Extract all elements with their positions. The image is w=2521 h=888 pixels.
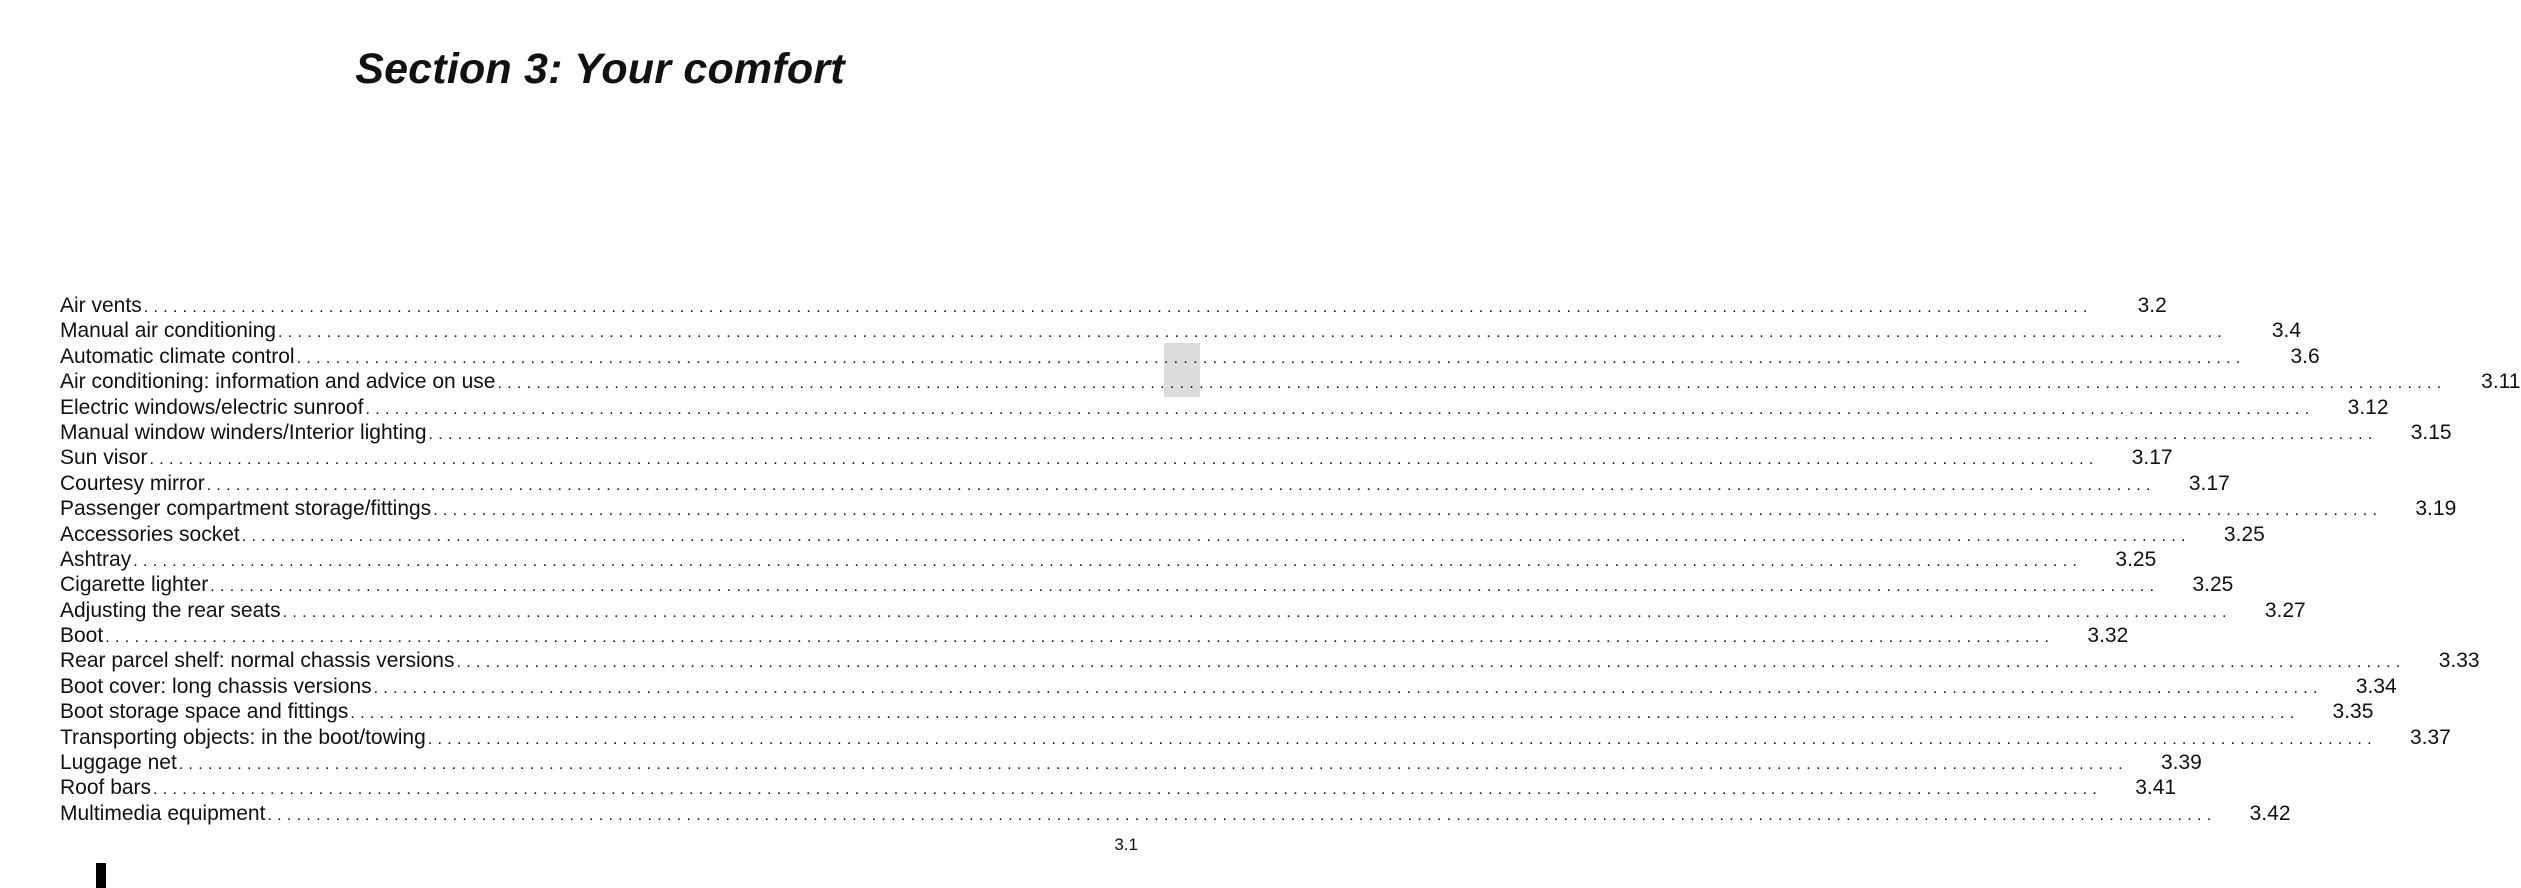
toc-entry[interactable] xyxy=(60,699,2374,724)
toc-entry-label: Luggage net xyxy=(60,751,177,775)
toc-entry[interactable] xyxy=(60,522,2265,547)
page-number: 3.1 xyxy=(1114,835,1138,854)
toc-entry[interactable] xyxy=(60,725,2451,750)
toc-entry-label: Sun visor xyxy=(60,446,148,470)
toc-entry-page: 3.11 xyxy=(2481,370,2521,394)
toc-entry-page: 3.25 xyxy=(2115,547,2157,571)
toc-leader-dots: ........................................................................................................................................................................................................ xyxy=(149,451,2099,469)
toc-entry-label: Electric windows/electric sunroof xyxy=(60,395,364,419)
toc-leader-dots: ........................................................................................................................................................................................................ xyxy=(365,400,2315,418)
toc-leader-dots: ........................................................................................................................................................................................................ xyxy=(456,654,2406,672)
toc-entry-page: 3.15 xyxy=(2410,420,2452,444)
toc-entry[interactable] xyxy=(60,801,2291,826)
toc-leader-dots: ........................................................................................................................................................................................................ xyxy=(427,730,2377,748)
toc-entry-page: 3.19 xyxy=(2415,497,2457,521)
page-title: Section 3: Your comfort xyxy=(355,44,845,93)
toc-entry-label: Ashtray xyxy=(60,547,132,571)
toc-leader-dots: ........................................................................................................................................................................................................ xyxy=(350,705,2300,723)
toc-entry-page: 3.17 xyxy=(2131,446,2173,470)
toc-entry-page: 3.12 xyxy=(2347,395,2389,419)
toc-leader-dots: ........................................................................................................................................................................................................ xyxy=(105,629,2055,647)
toc-entry-page: 3.41 xyxy=(2135,776,2177,800)
toc-leader-dots: ........................................................................................................................................................................................................ xyxy=(428,425,2378,443)
toc-entry-page: 3.4 xyxy=(2271,319,2302,343)
toc-leader-dots: ........................................................................................................................................................................................................ xyxy=(133,552,2083,570)
toc-entry-page: 3.6 xyxy=(2290,344,2320,368)
toc-leader-dots: ........................................................................................................................................................................................................ xyxy=(497,375,2447,393)
toc-leader-dots: ........................................................................................................................................................................................................ xyxy=(153,781,2103,799)
toc-entry-page: 3.25 xyxy=(2223,522,2265,546)
toc-leader-dots: ........................................................................................................................................................................................................ xyxy=(282,603,2232,621)
toc-entry-label: Passenger compartment storage/fittings xyxy=(60,497,432,521)
toc-entry[interactable] xyxy=(60,496,2457,521)
toc-entry-label: Multimedia equipment xyxy=(60,801,266,825)
toc-entry[interactable] xyxy=(60,547,2157,572)
toc-leader-dots: ........................................................................................................................................................................................................ xyxy=(206,476,2156,494)
toc-entry[interactable] xyxy=(60,572,2234,597)
toc-entry-label: Air vents xyxy=(60,294,142,317)
toc-entry[interactable] xyxy=(60,344,2320,369)
toc-leader-dots: ........................................................................................................................................................................................................ xyxy=(373,679,2323,697)
toc-entry[interactable] xyxy=(60,623,2129,648)
toc-entry[interactable] xyxy=(60,775,2177,800)
toc-leader-dots: ........................................................................................................................................................................................................ xyxy=(296,349,2246,367)
toc-entry[interactable] xyxy=(60,648,2480,673)
toc-entry-page: 3.25 xyxy=(2192,573,2234,597)
toc-entry-page: 3.37 xyxy=(2409,725,2451,749)
toc-entry[interactable] xyxy=(60,750,2202,775)
toc-entry[interactable] xyxy=(60,395,2389,420)
toc-leader-dots: ........................................................................................................................................................................................................ xyxy=(241,527,2191,545)
toc-entry[interactable] xyxy=(60,369,2521,394)
toc-entry-page: 3.2 xyxy=(2137,294,2167,317)
toc-entry[interactable] xyxy=(60,318,2302,343)
toc-leader-dots: ........................................................................................................................................................................................................ xyxy=(433,502,2383,520)
toc-entry-page: 3.32 xyxy=(2087,624,2129,648)
toc-entry-label: Air conditioning: information and advice on use xyxy=(60,370,496,394)
toc-entry[interactable] xyxy=(60,445,2173,470)
toc-entry-page: 3.33 xyxy=(2438,649,2480,673)
toc-entry-label: Manual air conditioning xyxy=(60,319,276,343)
toc-entry-page: 3.39 xyxy=(2160,751,2202,775)
toc-leader-dots: ........................................................................................................................................................................................................ xyxy=(143,299,2093,316)
toc-entry-page: 3.35 xyxy=(2332,700,2374,724)
toc-entry-label: Boot xyxy=(60,624,104,648)
toc-entry-label: Boot storage space and fittings xyxy=(60,700,349,724)
toc-entry-page: 3.17 xyxy=(2188,471,2230,495)
toc-entry-page: 3.27 xyxy=(2264,598,2306,622)
toc-entry[interactable] xyxy=(60,420,2452,445)
table-of-contents xyxy=(60,293,2521,826)
toc-entry[interactable] xyxy=(60,598,2306,623)
margin-marker-bar xyxy=(96,863,106,888)
toc-leader-dots: ........................................................................................................................................................................................................ xyxy=(178,756,2128,774)
toc-entry[interactable] xyxy=(60,471,2230,496)
toc-entry[interactable] xyxy=(60,674,2397,699)
toc-entry-page: 3.34 xyxy=(2355,674,2397,698)
toc-entry-label: Accessories socket xyxy=(60,522,240,546)
toc-entry-label: Transporting objects: in the boot/towing xyxy=(60,725,426,749)
toc-leader-dots: ........................................................................................................................................................................................................ xyxy=(277,324,2228,342)
toc-entry-label: Courtesy mirror xyxy=(60,471,205,495)
toc-leader-dots: ........................................................................................................................................................................................................ xyxy=(267,806,2217,824)
toc-entry-page: 3.42 xyxy=(2249,801,2291,825)
toc-entry-label: Boot cover: long chassis versions xyxy=(60,674,372,698)
toc-entry-label: Automatic climate control xyxy=(60,344,295,368)
toc-entry-label: Adjusting the rear seats xyxy=(60,598,281,622)
toc-entry-label: Rear parcel shelf: normal chassis versions xyxy=(60,649,455,673)
toc-leader-dots: ........................................................................................................................................................................................................ xyxy=(210,578,2160,596)
toc-entry-label: Roof bars xyxy=(60,776,152,800)
toc-entry-label: Cigarette lighter xyxy=(60,573,209,597)
toc-entry-label: Manual window winders/Interior lighting xyxy=(60,420,427,444)
toc-entry[interactable] xyxy=(60,293,2167,318)
